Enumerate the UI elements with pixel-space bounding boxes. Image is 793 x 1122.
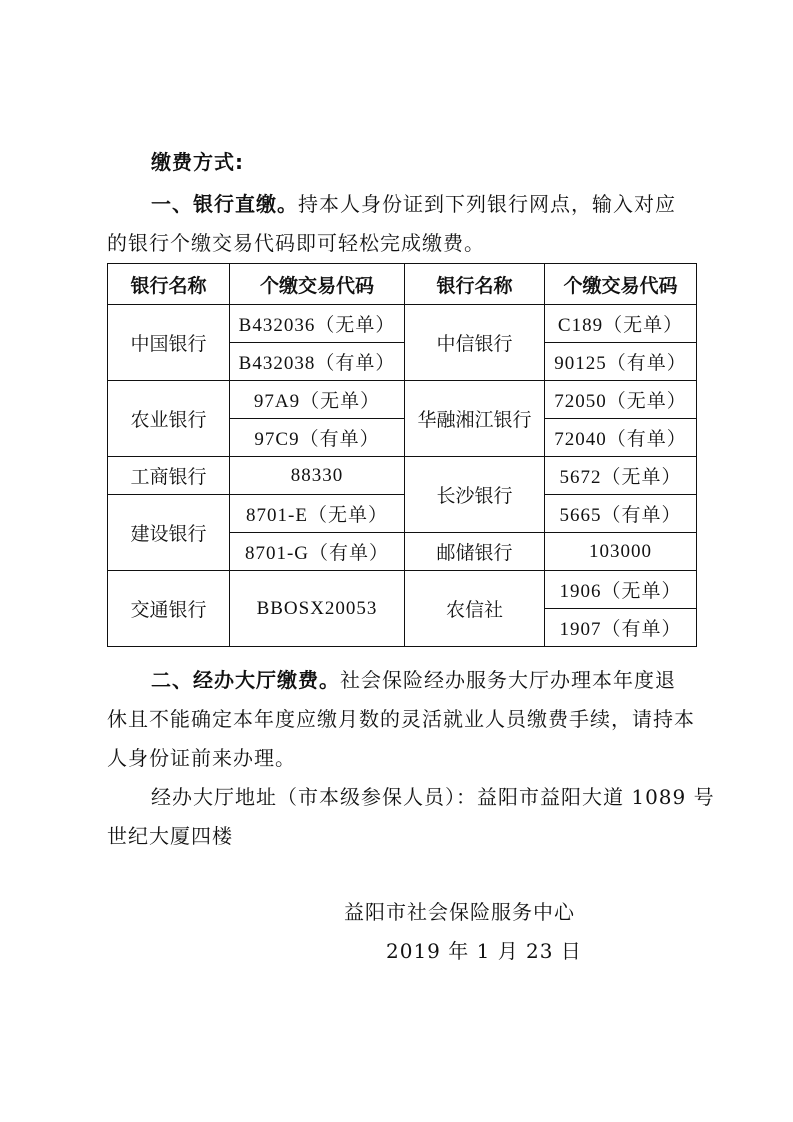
code-cell: 1907（有单） (545, 609, 697, 647)
code-cell: 90125（有单） (545, 343, 697, 381)
table-row (108, 457, 697, 495)
code-cell: B432038（有单） (230, 343, 405, 381)
section1-text-1: 持本人身份证到下列银行网点，输入对应 (298, 192, 676, 216)
section2-line3: 人身份证前来办理。 (107, 746, 296, 770)
code-cell: C189（无单） (545, 305, 697, 343)
code-cell: 103000 (545, 533, 697, 571)
bank-name-cell: 交通银行 (108, 571, 230, 647)
section2-text-1: 社会保险经办服务大厅办理本年度退 (340, 668, 676, 692)
bank-name-cell: 工商银行 (108, 457, 230, 495)
bank-name-cell: 中国银行 (108, 305, 230, 381)
header-code-1: 个缴交易代码 (230, 264, 405, 305)
code-cell: 1906（无单） (545, 571, 697, 609)
address-line1: 经办大厅地址（市本级参保人员）：益阳市益阳大道 1089 号 (151, 785, 715, 809)
bank-name-cell: 华融湘江银行 (405, 381, 545, 457)
code-cell: BBOSX20053 (230, 571, 405, 647)
section2-line1 (151, 663, 676, 697)
code-cell: 97C9（有单） (230, 419, 405, 457)
header-code-2: 个缴交易代码 (545, 264, 697, 305)
code-cell: 88330 (230, 457, 405, 495)
section2-line2: 休且不能确定本年度应缴月数的灵活就业人员缴费手续，请持本 (107, 707, 695, 731)
table-row (108, 381, 697, 419)
code-cell: 5672（无单） (545, 457, 697, 495)
table-row (108, 571, 697, 609)
bank-name-cell: 中信银行 (405, 305, 545, 381)
address-line2: 世纪大厦四楼 (107, 824, 233, 848)
section1-title: 一、银行直缴。 (151, 192, 298, 216)
header-bank-name-1: 银行名称 (108, 264, 230, 305)
signature-org: 益阳市社会保险服务中心 (344, 900, 575, 924)
header-bank-name-2: 银行名称 (405, 264, 545, 305)
section2-title: 二、经办大厅缴费。 (151, 668, 340, 692)
bank-name-cell: 农业银行 (108, 381, 230, 457)
code-cell: 72040（有单） (545, 419, 697, 457)
section1-line1 (151, 187, 676, 221)
table-row (108, 305, 697, 343)
bank-name-cell: 长沙银行 (405, 457, 545, 533)
bank-name-cell: 农信社 (405, 571, 545, 647)
code-cell: 72050（无单） (545, 381, 697, 419)
code-cell: B432036（无单） (230, 305, 405, 343)
bank-name-cell: 建设银行 (108, 495, 230, 571)
code-cell: 5665（有单） (545, 495, 697, 533)
code-cell: 97A9（无单） (230, 381, 405, 419)
table-row (108, 495, 697, 533)
code-cell: 8701-G（有单） (230, 533, 405, 571)
section1-line2: 的银行个缴交易代码即可轻松完成缴费。 (107, 231, 485, 255)
heading: 缴费方式: (151, 150, 244, 174)
bank-name-cell: 邮储银行 (405, 533, 545, 571)
bank-code-table (107, 263, 697, 647)
signature-date: 2019 年 1 月 23 日 (386, 939, 582, 963)
code-cell: 8701-E（无单） (230, 495, 405, 533)
table-header-row (108, 264, 697, 305)
